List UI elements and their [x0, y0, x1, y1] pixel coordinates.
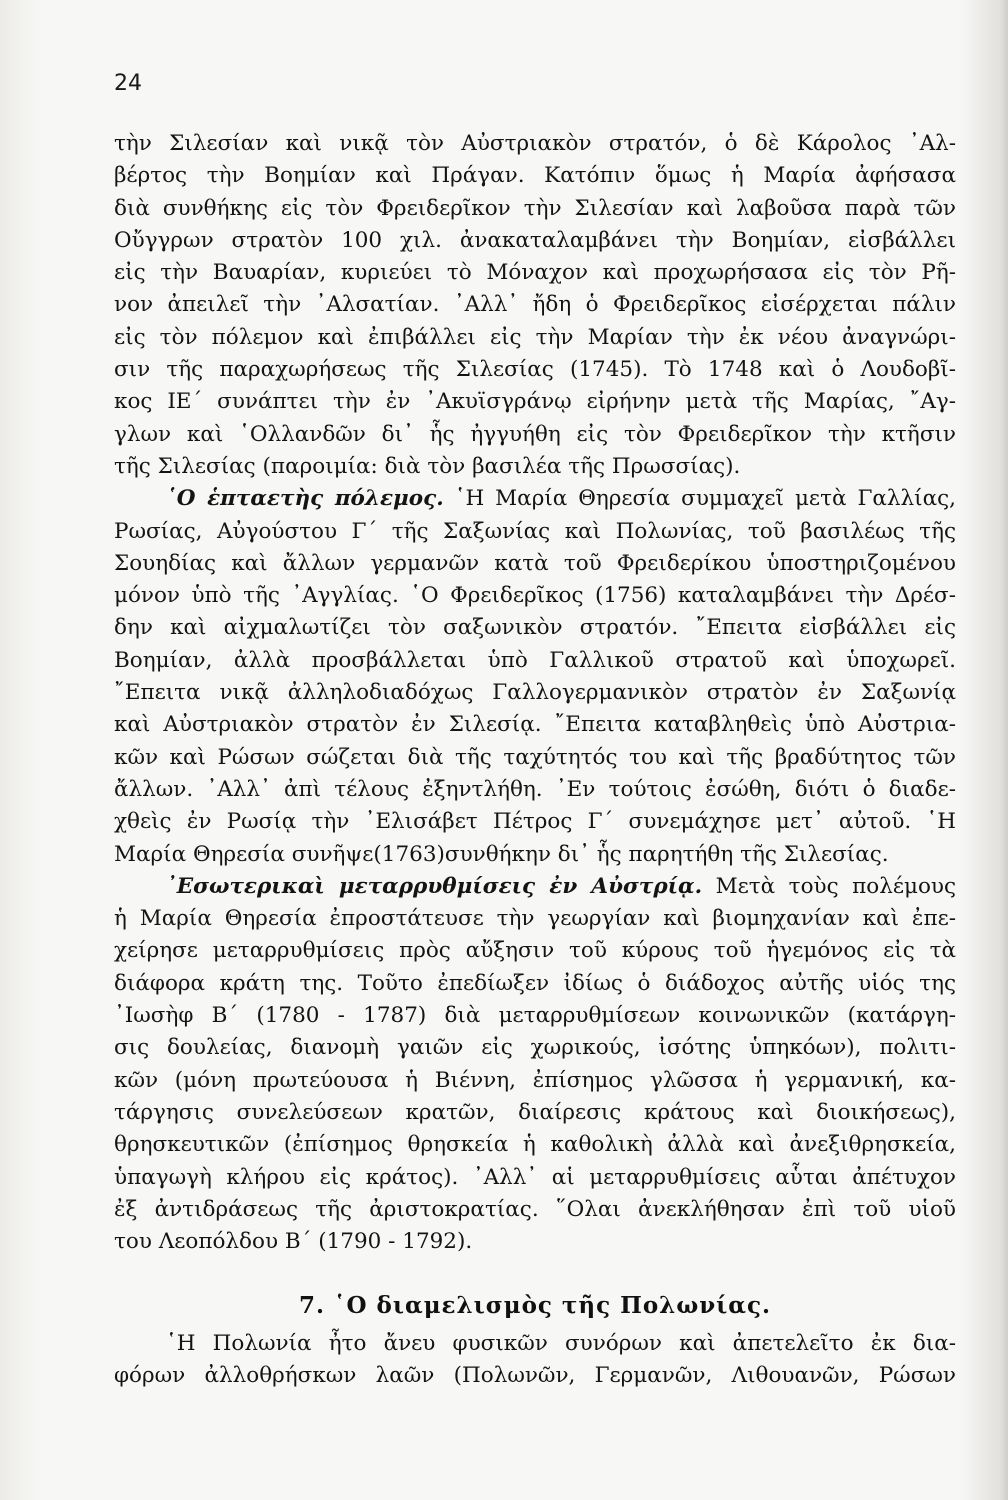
text-line: ἄλλων. ᾿Αλλ᾿ ἀπὶ τέλους ἐξηντλήθη. ᾿Εν τούτοις ἐσώθη, διότι ὁ διαδε-: [114, 776, 956, 802]
text-line: ῎Επειτα νικᾷ ἀλληλοδιαδόχως Γαλλογερμανικὸν στρατὸν ἐν Σαξωνίᾳ: [114, 680, 956, 706]
text-line: εἰς τὴν Βαυαρίαν, κυριεύει τὸ Μόναχον καὶ προχωρήσασα εἰς τὸν Ρῆ-: [114, 260, 956, 286]
text-line: βέρτος τὴν Βοημίαν καὶ Πράγαν. Κατόπιν ὅμως ἡ Μαρία ἀφήσασα: [114, 163, 956, 189]
text-line: ἡ Μαρία Θηρεσία ἐπροστάτευσε τὴν γεωργίαν καὶ βιομηχανίαν καὶ ἐπε-: [114, 906, 956, 932]
text-line: σιν τῆς παραχωρήσεως τῆς Σιλεσίας (1745). Τὸ 1748 καὶ ὁ Λουδοβῖ-: [114, 357, 956, 383]
text-line: Οὔγγρων στρατὸν 100 χιλ. ἀνακαταλαμβάνει τὴν Βοημίαν, εἰσβάλλει: [114, 227, 956, 253]
text-line: ᾿Ιωσὴφ Β´ (1780 - 1787) διὰ μεταρρυθμίσεων κοινωνικῶν (κατάργη-: [114, 1003, 956, 1029]
text-line: ὑπαγωγὴ κλήρου εἰς κράτος). ᾿Αλλ᾿ αἱ μεταρρυθμίσεις αὗται ἀπέτυχον: [114, 1164, 956, 1190]
text-line: κῶν (μόνη πρωτεύουσα ἡ Βιέννη, ἐπίσημος γλῶσσα ἡ γερμανική, κα-: [114, 1067, 956, 1093]
main-text: [114, 128, 956, 1258]
text-line: τάργησις συνελεύσεων κρατῶν, διαίρεσις κράτους καὶ διοικήσεως),: [114, 1099, 956, 1125]
text-line: θρησκευτικῶν (ἐπίσημος θρησκεία ἡ καθολικὴ ἀλλὰ καὶ ἀνεξιθρησκεία,: [114, 1132, 956, 1158]
text-line: Μαρία Θηρεσία συνῆψε(1763)συνθήκην δι᾿ ἧς παρητήθη τῆς Σιλεσίας.: [114, 841, 889, 867]
text-line: σις δουλείας, διανομὴ γαιῶν εἰς χωρικούς, ἰσότης ὑπηκόων), πολιτι-: [114, 1035, 956, 1061]
text-line: χείρησε μεταρρυθμίσεις πρὸς αὔξησιν τοῦ κύρους τοῦ ἡγεμόνος εἰς τὰ: [114, 938, 956, 964]
text-line: χθεὶς ἐν Ρωσίᾳ τὴν ᾿Ελισάβετ Πέτρος Γ´ συνεμάχησε μετ᾿ αὐτοῦ. ῾Η: [114, 809, 956, 835]
text-line: δην καὶ αἰχμαλωτίζει τὸν σαξωνικὸν στρατόν. ῎Επειτα εἰσβάλλει εἰς: [114, 615, 956, 641]
text-line: καὶ Αὐστριακὸν στρατὸν ἐν Σιλεσίᾳ. ῎Επειτα καταβληθεὶς ὑπὸ Αὐστρια-: [114, 712, 956, 738]
text-line: διὰ συνθήκης εἰς τὸν Φρειδερῖκον τὴν Σιλεσίαν καὶ λαβοῦσα παρὰ τῶν: [114, 195, 956, 221]
text-line: ῾Η Πολωνία ἦτο ἄνευ φυσικῶν συνόρων καὶ ἀπετελεῖτο ἐκ δια-: [166, 1331, 956, 1356]
text-run: ῾Η Μαρία Θηρεσία συμμαχεῖ μετὰ Γαλλίας,: [454, 486, 956, 512]
poland-text: [114, 1328, 956, 1393]
section-heading: 7. ῾Ο διαμελισμὸς τῆς Πολωνίας.: [298, 1292, 772, 1319]
text-line: κος ΙΕ´ συνάπτει τὴν ἐν ᾿Ακυϊσγράνῳ εἰρήνην μετὰ τῆς Μαρίας, ῎Αγ-: [114, 389, 956, 415]
text-line: ἐξ ἀντιδράσεως τῆς ἀριστοκρατίας. ῞Ολαι ἀνεκλήθησαν ἐπὶ τοῦ υἱοῦ: [114, 1196, 956, 1222]
text-line: διάφορα κράτη της. Τοῦτο ἐπεδίωξεν ἰδίως ὁ διάδοχος αὐτῆς υἱός της: [114, 970, 956, 996]
text-line: τὴν Σιλεσίαν καὶ νικᾷ τὸν Αὐστριακὸν στρατόν, ὁ δὲ Κάρολος ᾿Αλ-: [114, 131, 956, 156]
text-line: εἰς τὸν πόλεμον καὶ ἐπιβάλλει εἰς τὴν Μαρίαν τὴν ἐκ νέου ἀναγνώρι-: [114, 324, 956, 350]
text-line: Ρωσίας, Αὐγούστου Γ´ τῆς Σαξωνίας καὶ Πολωνίας, τοῦ βασιλέως τῆς: [114, 518, 956, 544]
text-line: φόρων ἀλλοθρήσκων λαῶν (Πολωνῶν, Γερμανῶν, Λιθουανῶν, Ρώσων: [114, 1363, 956, 1389]
text-run: Μετὰ τοὺς πολέμους: [715, 873, 956, 899]
inline-heading-seven-years-war: ῾Ο ἑπταετὴς πόλεμος.: [166, 486, 444, 512]
paragraph-start-reforms: [114, 871, 956, 903]
text-line: του Λεοπόλδου Β´ (1790 - 1792).: [114, 1229, 473, 1255]
inline-heading-reforms: ᾿Εσωτερικαὶ μεταρρυθμίσεις ἐν Αὐστρίᾳ.: [166, 873, 703, 899]
paragraph-start-seven-years-war: [114, 483, 956, 515]
text-line: γλων καὶ ῾Ολλανδῶν δι᾿ ἧς ἠγγυήθη εἰς τὸν Φρειδερῖκον τὴν κτῆσιν: [114, 421, 956, 447]
text-line: Σουηδίας καὶ ἄλλων γερμανῶν κατὰ τοῦ Φρειδερίκου ὑποστηριζομένου: [114, 550, 956, 576]
text-line: νον ἀπειλεῖ τὴν ᾿Αλσατίαν. ᾿Αλλ᾿ ἤδη ὁ Φρειδερῖκος εἰσέρχεται πάλιν: [114, 292, 956, 318]
text-line: τῆς Σιλεσίας (παροιμία: διὰ τὸν βασιλέα τῆς Πρωσσίας).: [114, 453, 741, 479]
text-line: μόνον ὑπὸ τῆς ᾿Αγγλίας. ῾Ο Φρειδερῖκος (1756) καταλαμβάνει τὴν Δρέσ-: [114, 583, 956, 609]
page-number: 24: [114, 71, 142, 96]
text-line: Βοημίαν, ἀλλὰ προσβάλλεται ὑπὸ Γαλλικοῦ στρατοῦ καὶ ὑποχωρεῖ.: [114, 647, 956, 673]
text-line: κῶν καὶ Ρώσων σώζεται διὰ τῆς ταχύτητός του καὶ τῆς βραδύτητος τῶν: [114, 744, 956, 770]
